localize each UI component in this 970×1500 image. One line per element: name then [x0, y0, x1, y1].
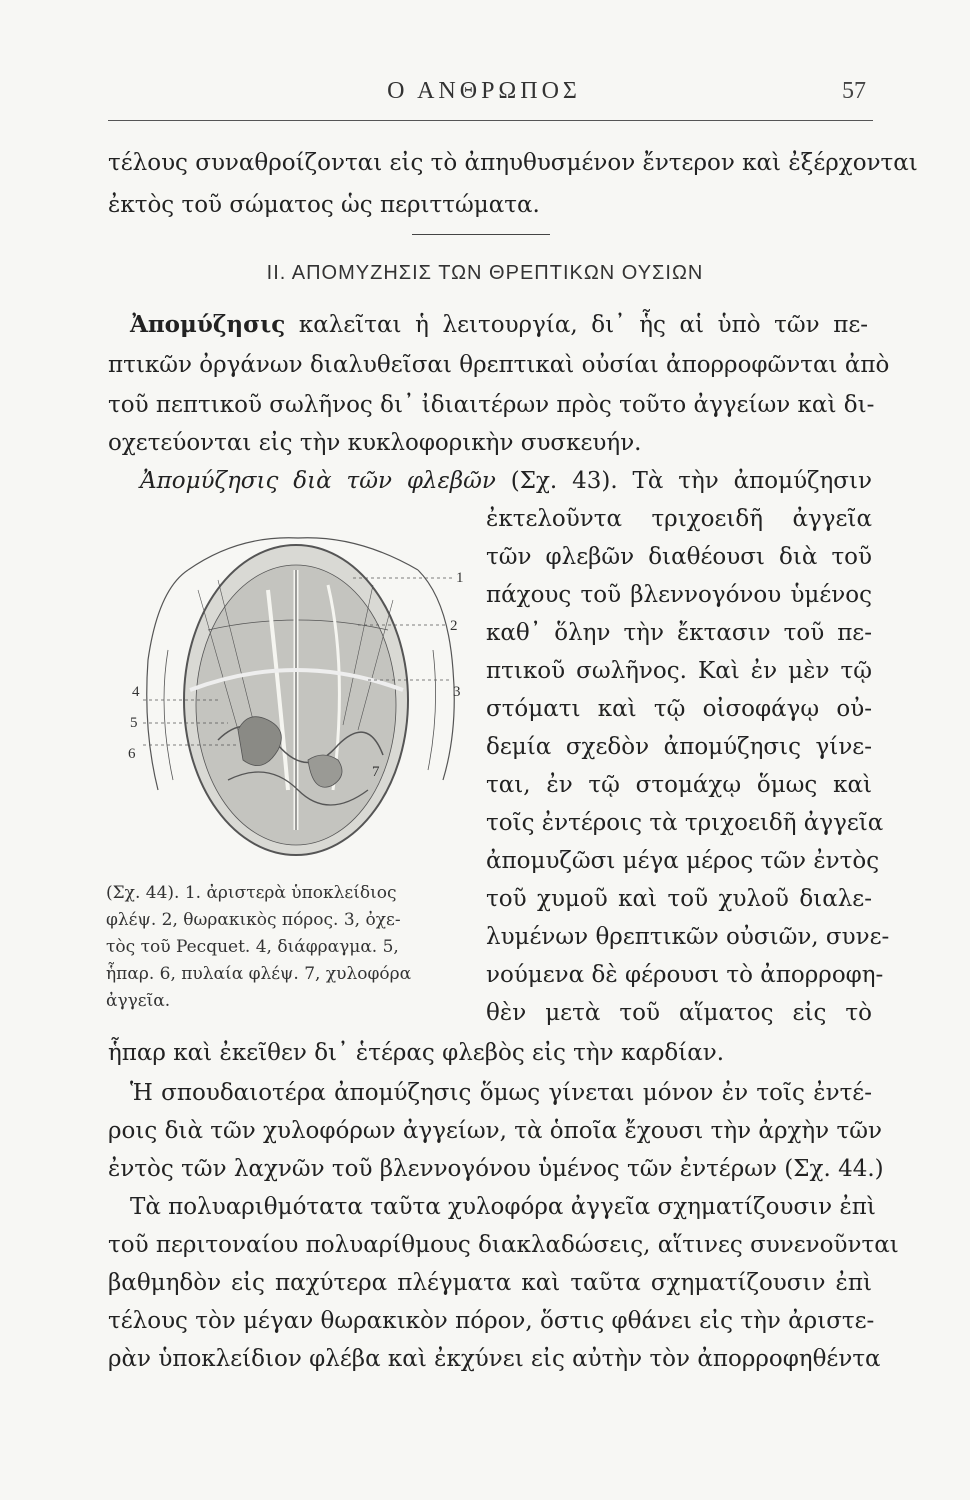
- text-line: τοῦ περιτοναίου πολυαρίθμους διακλαδώσεις, αἵτινες συνενοῦνται: [108, 1232, 899, 1258]
- caption-line: φλέψ. 2, θωρακικὸς πόρος. 3, ὀχε-: [106, 910, 401, 930]
- anatomy-figure: [118, 530, 478, 880]
- text-line: ἐντὸς τῶν λαχνῶν τοῦ βλεννογόνου ὑμένος τῶν ἐντέρων (Σχ. 44.): [108, 1156, 884, 1182]
- text-line: ρὰν ὑποκλείδιον φλέβα καὶ ἐκχύνει εἰς αὐτὴν τὸν ἀπορροφηθέντα: [108, 1346, 881, 1372]
- text-line: ἐκτὸς τοῦ σώματος ὡς περιττώματα.: [108, 192, 540, 218]
- column-line: τοῦ χυμοῦ καὶ τοῦ χυλοῦ διαλε-: [486, 886, 872, 912]
- column-line: ἐκτελοῦντα τριχοειδῆ ἀγγεῖα: [486, 506, 872, 532]
- column-line: στόματι καὶ τῷ οἰσοφάγῳ οὐ-: [486, 696, 872, 722]
- text-line: ἧπαρ καὶ ἐκεῖθεν δι᾽ ἑτέρας φλεβὸς εἰς τὴν καρδίαν.: [108, 1040, 725, 1066]
- figure-label-1: 1: [456, 570, 464, 586]
- column-line: θὲν μετὰ τοῦ αἵματος εἰς τὸ: [486, 1000, 872, 1026]
- text-line: βαθμηδὸν εἰς παχύτερα πλέγματα καὶ ταῦτα σχηματίζουσιν ἐπὶ: [108, 1270, 872, 1296]
- definition-first-line-rest: καλεῖται ἡ λειτουργία, δι᾽ ἧς αἱ ὑπὸ τῶν πε-: [298, 312, 869, 338]
- caption-line: ἧπαρ. 6, πυλαία φλέψ. 7, χυλοφόρα: [106, 964, 412, 984]
- column-line: τοῖς ἐντέροις τὰ τριχοειδῆ ἀγγεῖα: [486, 810, 884, 836]
- text-line: τοῦ πεπτικοῦ σωλῆνος δι᾽ ἰδιαιτέρων πρὸς τοῦτο ἀγγείων καὶ δι-: [108, 392, 875, 418]
- figure-caption: [106, 880, 486, 1015]
- veins-first-line: [140, 466, 872, 496]
- figure-label-4: 4: [132, 684, 140, 700]
- column-line: ται, ἐν τῷ στομάχῳ ὅμως καὶ: [486, 772, 872, 798]
- column-line: πτικοῦ σωλῆνος. Καὶ ἐν μὲν τῷ: [486, 658, 872, 684]
- column-line: πάχους τοῦ βλεννογόνου ὑμένος: [486, 582, 872, 608]
- page-number: 57: [842, 78, 866, 104]
- column-line: λυμένων θρεπτικῶν οὐσιῶν, συνε-: [486, 924, 890, 950]
- text-line: Τὰ πολυαριθμότατα ταῦτα χυλοφόρα ἀγγεῖα σχηματίζουσιν ἐπὶ: [130, 1194, 876, 1220]
- text-line: οχετεύονται εἰς τὴν κυκλοφορικὴν συσκευήν.: [108, 430, 642, 456]
- running-head: [108, 78, 866, 118]
- text-line: πτικῶν ὀργάνων διαλυθεῖσαι θρεπτικαὶ οὐσίαι ἀπορροφῶνται ἀπὸ: [108, 352, 890, 378]
- text-line: τέλους τὸν μέγαν θωρακικὸν πόρον, ὅστις φθάνει εἰς τὴν ἀριστε-: [108, 1308, 875, 1334]
- text-line: Ἡ σπουδαιοτέρα ἀπομύζησις ὅμως γίνεται μόνον ἐν τοῖς ἐντέ-: [130, 1080, 872, 1106]
- veins-title: Ἀπομύζησις διὰ τῶν φλεβῶν: [140, 468, 496, 494]
- running-title: Ο ΑΝΘΡΩΠΟΣ: [387, 78, 581, 104]
- figure-label-3: 3: [453, 684, 461, 700]
- column-line: τῶν φλεβῶν διαθέουσι διὰ τοῦ: [486, 544, 872, 570]
- header-rule: [108, 120, 873, 121]
- column-line: δεμία σχεδὸν ἀπομύζησις γίνε-: [486, 734, 872, 760]
- caption-line: τὸς τοῦ Pecquet. 4, διάφραγμα. 5,: [106, 937, 399, 957]
- figure-label-7: 7: [372, 764, 380, 780]
- definition-first-line: [130, 310, 868, 340]
- column-line: ἀπομυζῶσι μέγα μέρος τῶν ἐντὸς: [486, 848, 880, 874]
- section-heading: ΙΙ. ΑΠΟΜΥΖΗΣΙΣ ΤΩΝ ΘΡΕΠΤΙΚΩΝ ΟΥΣΙΩΝ: [266, 262, 704, 284]
- figure-label-2: 2: [450, 618, 458, 634]
- section-divider: [412, 234, 550, 235]
- figure-label-5: 5: [130, 715, 138, 731]
- column-line: νούμενα δὲ φέρουσι τὸ ἀπορροφη-: [486, 962, 884, 988]
- column-line: καθ᾽ ὅλην τὴν ἔκτασιν τοῦ πε-: [486, 620, 872, 646]
- torso-illustration: [118, 530, 478, 880]
- text-line: τέλους συναθροίζονται εἰς τὸ ἀπηυθυσμένον ἔντερον καὶ ἐξέρχονται: [108, 150, 918, 176]
- caption-line: ἀγγεῖα.: [106, 991, 171, 1011]
- veins-title-rest: (Σχ. 43). Τὰ τὴν ἀπομύζησιν: [510, 468, 872, 494]
- figure-label-6: 6: [128, 746, 136, 762]
- text-line: ροις διὰ τῶν χυλοφόρων ἀγγείων, τὰ ὁποῖα ἔχουσι τὴν ἀρχὴν τῶν: [108, 1118, 882, 1144]
- caption-line: (Σχ. 44). 1. ἀριστερὰ ὑποκλείδιος: [106, 883, 397, 903]
- definition-term: Ἀπομύζησις: [130, 311, 286, 338]
